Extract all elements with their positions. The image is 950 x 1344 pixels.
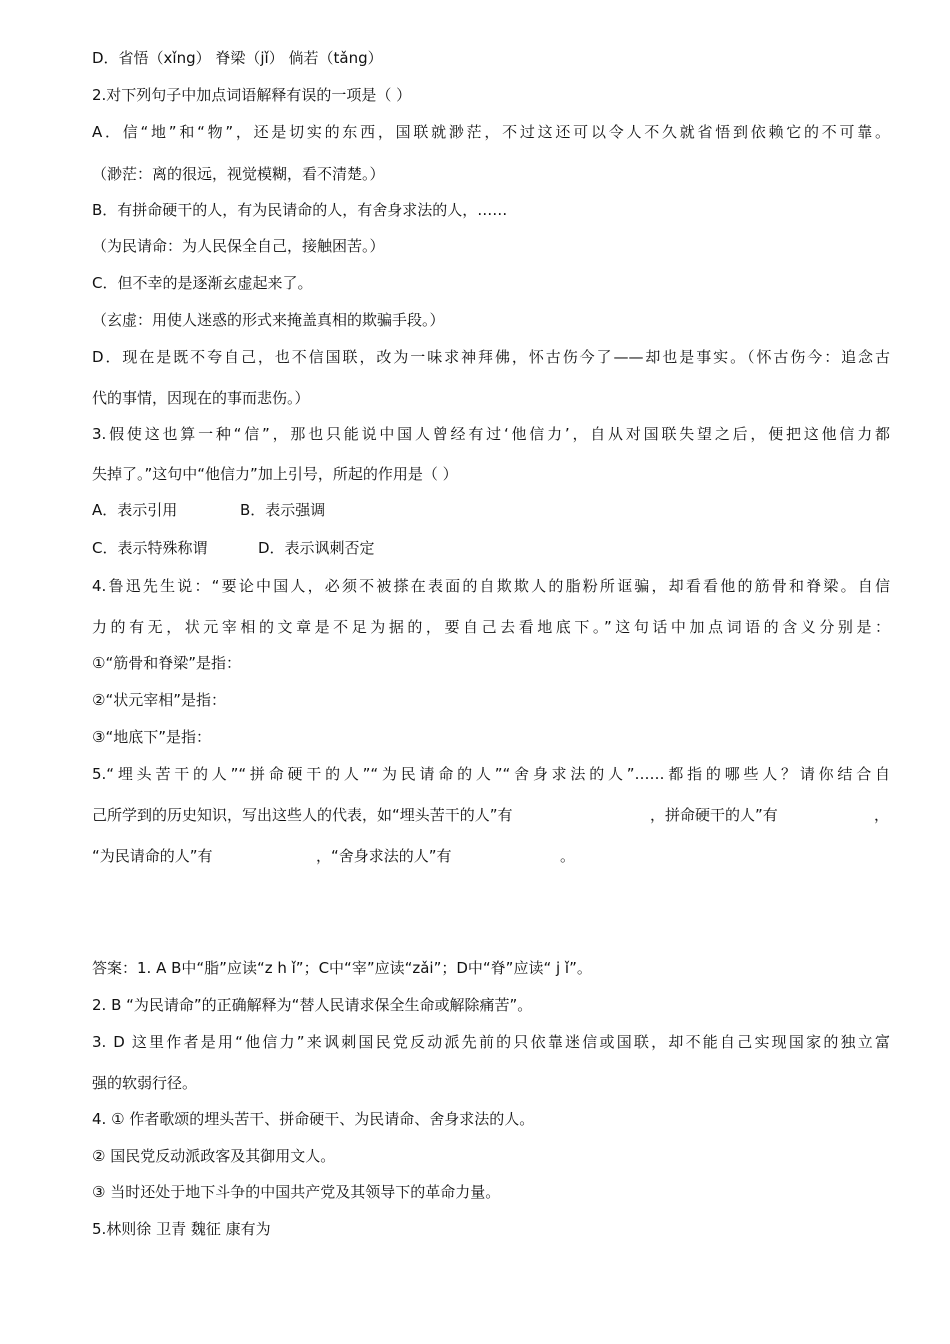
q4-stem-line2: 力的有无，状元宰相的文章是不足为据的，要自己去看地底下。”这句话中加点词语的含义分别是： xyxy=(92,618,890,636)
answer-4-2: ② 国民党反动派政客及其御用文人。 xyxy=(92,1147,336,1165)
q2-stem: 2.对下列句子中加点词语解释有误的一项是（ ） xyxy=(92,86,412,104)
q2-option-a: A．信“地”和“物”，还是切实的东西，国联就渺茫，不过这还可以令人不久就省悟到依赖它的不可靠。 xyxy=(92,123,890,141)
q2-option-b-note: （为民请命：为人民保全自己，接触困苦。） xyxy=(92,237,385,255)
answer-4-1: 4. ① 作者歌颂的埋头苦干、拼命硬干、为民请命、舍身求法的人。 xyxy=(92,1110,535,1128)
answer-2: 2. B “为民请命”的正确解释为“替人民请求保全生命或解除痛苦”。 xyxy=(92,996,533,1014)
q3-stem-line1: 3.假使这也算一种“信”，那也只能说中国人曾经有过‘他信力’，自从对国联失望之后，便把这他信力都 xyxy=(92,425,890,443)
q4-stem-line1: 4.鲁迅先生说：“要论中国人，必须不被搽在表面的自欺欺人的脂粉所诓骗，却看看他的筋骨和脊梁。自信 xyxy=(92,577,890,595)
q2-option-d-line1: D．现在是既不夸自己，也不信国联，改为一味求神拜佛，怀古伤今了——却也是事实。（怀古伤今：追念古 xyxy=(92,348,890,366)
answer-5: 5.林则徐 卫青 魏征 康有为 xyxy=(92,1220,271,1238)
answer-3-line1: 3. D 这里作者是用“他信力”来讽刺国民党反动派先前的只依靠迷信或国联，却不能自己实现国家的独立富 xyxy=(92,1033,890,1051)
q5-line2-b: ，拼命硬干的人”有 xyxy=(650,806,778,824)
q4-item-1: ①“筋骨和脊梁”是指： xyxy=(92,654,241,672)
answer-4-3: ③ 当时还处于地下斗争的中国共产党及其领导下的革命力量。 xyxy=(92,1183,501,1201)
q2-option-c: C．但不幸的是逐渐玄虚起来了。 xyxy=(92,274,313,292)
q5-line2-a: 己所学到的历史知识，写出这些人的代表，如“埋头苦干的人”有 xyxy=(92,806,513,824)
q3-option-c: C．表示特殊称谓 xyxy=(92,539,208,557)
q4-item-3: ③“地底下”是指： xyxy=(92,728,211,746)
q4-item-2: ②“状元宰相”是指： xyxy=(92,691,226,709)
q5-line2-c: ， xyxy=(874,806,890,824)
q5-line3-b: ，“舍身求法的人”有 xyxy=(316,847,452,865)
q3-option-a: A．表示引用 xyxy=(92,501,178,519)
q2-option-a-note: （渺茫：离的很远，视觉模糊，看不清楚。） xyxy=(92,165,385,183)
q3-stem-line2: 失掉了。”这句中“他信力”加上引号，所起的作用是（ ） xyxy=(92,465,458,483)
q2-option-c-note: （玄虚：用使人迷惑的形式来掩盖真相的欺骗手段。） xyxy=(92,311,445,329)
q3-option-b: B．表示强调 xyxy=(240,501,326,519)
q5-line1: 5.“埋头苦干的人”“拼命硬干的人”“为民请命的人”“舍身求法的人”……都指的哪些人？请你结合自 xyxy=(92,765,890,783)
answer-1: 答案：1. A B中“脂”应读“z h ǐ”；C中“宰”应读“zǎi”；D中“脊”应读“ j ǐ”。 xyxy=(92,959,592,977)
q1-option-d: D．省悟（xǐng） 脊梁（jǐ） 倘若（tǎng） xyxy=(92,49,383,67)
q2-option-d-line2: 代的事情，因现在的事而悲伤。） xyxy=(92,389,310,407)
answer-3-line2: 强的软弱行径。 xyxy=(92,1074,198,1092)
q3-option-d: D．表示讽刺否定 xyxy=(258,539,375,557)
q2-option-b: B．有拼命硬干的人，有为民请命的人，有舍身求法的人，…… xyxy=(92,201,508,219)
q5-line3-c: 。 xyxy=(560,847,576,865)
q5-line3-a: “为民请命的人”有 xyxy=(92,847,213,865)
